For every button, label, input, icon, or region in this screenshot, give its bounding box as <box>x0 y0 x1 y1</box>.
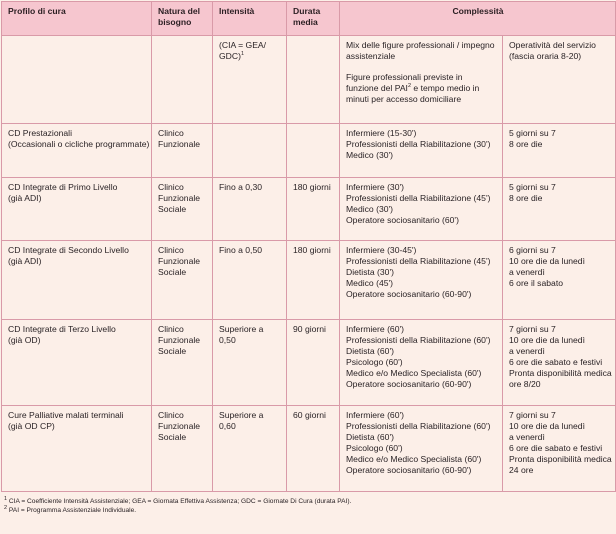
intensity-formula: (CIA = GEA/ GDC) <box>219 40 267 61</box>
operativity-line: Pronta disponibilità medica <box>509 454 612 464</box>
operativity-cell <box>503 320 616 406</box>
profile-cell <box>2 241 152 320</box>
footnote-text: PAI = Programma Assistenziale Individuale. <box>7 507 137 514</box>
professional-mix-cell <box>340 406 503 492</box>
duration-cell: 60 giorni <box>287 406 340 492</box>
profile-line: (già ADI) <box>8 193 42 203</box>
nature-line: Funzionale <box>158 139 201 149</box>
footnote-text: CIA = Coefficiente Intensità Assistenziale; GEA = Giornata Effettiva Assistenza; GDC = Giornate Di Cura (durata PAI). <box>7 498 352 505</box>
footnote <box>4 506 351 515</box>
professional-line: Dietista (60') <box>346 346 394 356</box>
subheader-nature-empty <box>152 36 213 124</box>
operativity-cell <box>503 124 616 178</box>
operativity-cell <box>503 241 616 320</box>
header-duration: Durata media <box>287 2 340 36</box>
table-row <box>2 241 616 320</box>
footnote-number: 1 <box>4 495 8 502</box>
operativity-line: 6 ore die sabato e festivi <box>509 443 603 453</box>
nature-line: Sociale <box>158 346 187 356</box>
nature-line: Sociale <box>158 267 187 277</box>
profile-line: CD Integrate di Primo Livello <box>8 182 118 192</box>
professional-line: Medico (30') <box>346 204 394 214</box>
footnote-number: 2 <box>4 504 8 511</box>
operativity-line: 7 giorni su 7 <box>509 410 556 420</box>
professional-line: Professionisti della Riabilitazione (60') <box>346 335 491 345</box>
professional-line: Professionisti della Riabilitazione (45') <box>346 193 491 203</box>
professional-line: Medico e/o Medico Specialista (60') <box>346 454 482 464</box>
intensity-cell <box>213 124 287 178</box>
profile-line: (già ADI) <box>8 256 42 266</box>
operativity-line: 8 ore die <box>509 193 543 203</box>
intensity-cell: Superiore a 0,60 <box>213 406 287 492</box>
profile-line: (Occasionali o cicliche programmate) <box>8 139 150 149</box>
care-profiles-table <box>1 1 616 492</box>
nature-line: Clinico <box>158 245 184 255</box>
profile-cell <box>2 406 152 492</box>
operativity-line: 10 ore die da lunedì <box>509 256 585 266</box>
professional-line: Dietista (30') <box>346 267 394 277</box>
profile-cell <box>2 124 152 178</box>
operativity-line: 5 giorni su 7 <box>509 182 556 192</box>
operativity-line: Pronta disponibilità medica <box>509 368 612 378</box>
operativity-cell <box>503 178 616 241</box>
operativity-line: 5 giorni su 7 <box>509 128 556 138</box>
intensity-cell: Fino a 0,50 <box>213 241 287 320</box>
nature-line: Clinico <box>158 128 184 138</box>
profile-line: CD Prestazionali <box>8 128 72 138</box>
header-nature: Natura del bisogno <box>152 2 213 36</box>
subheader-row <box>2 36 616 124</box>
operativity-line: 6 ore il sabato <box>509 278 563 288</box>
footnote <box>4 497 351 506</box>
nature-cell <box>152 178 213 241</box>
professional-line: Professionisti della Riabilitazione (45') <box>346 256 491 266</box>
subheader-operativity: Operatività del servizio (fascia oraria 8-20) <box>503 36 616 124</box>
operativity-line: a venerdì <box>509 267 545 277</box>
table-row <box>2 124 616 178</box>
nature-line: Funzionale <box>158 193 201 203</box>
header-profile: Profilo di cura <box>2 2 152 36</box>
operativity-cell <box>503 406 616 492</box>
professional-line: Psicologo (60') <box>346 357 403 367</box>
duration-cell: 90 giorni <box>287 320 340 406</box>
profile-line: CD Integrate di Terzo Livello <box>8 324 116 334</box>
duration-cell: 180 giorni <box>287 241 340 320</box>
table-row <box>2 320 616 406</box>
profile-line: (già OD) <box>8 335 41 345</box>
professional-line: Operatore sociosanitario (60-90') <box>346 289 472 299</box>
professional-line: Medico (30') <box>346 150 394 160</box>
duration-cell: 180 giorni <box>287 178 340 241</box>
footnote-ref-2: 2 <box>407 83 412 90</box>
professional-line: Psicologo (60') <box>346 443 403 453</box>
nature-line: Sociale <box>158 204 187 214</box>
subheader-mix <box>340 36 503 124</box>
nature-cell <box>152 241 213 320</box>
professional-line: Dietista (60') <box>346 432 394 442</box>
professional-mix-cell <box>340 124 503 178</box>
professional-line: Medico (45') <box>346 278 394 288</box>
professional-mix-cell <box>340 178 503 241</box>
header-intensity: Intensità <box>213 2 287 36</box>
nature-line: Funzionale <box>158 421 201 431</box>
operativity-line: 7 giorni su 7 <box>509 324 556 334</box>
professional-line: Operatore sociosanitario (60-90') <box>346 465 472 475</box>
profile-line: (già OD CP) <box>8 421 55 431</box>
nature-line: Funzionale <box>158 256 201 266</box>
table-body <box>2 124 616 492</box>
table-row <box>2 178 616 241</box>
profile-cell <box>2 178 152 241</box>
professional-mix-cell <box>340 241 503 320</box>
subheader-duration-empty <box>287 36 340 124</box>
professional-line: Infermiere (60') <box>346 410 404 420</box>
profile-line: CD Integrate di Secondo Livello <box>8 245 129 255</box>
professional-line: Medico e/o Medico Specialista (60') <box>346 368 482 378</box>
professional-line: Operatore sociosanitario (60-90') <box>346 379 472 389</box>
operativity-line: 6 giorni su 7 <box>509 245 556 255</box>
mix-detail-text: Figure professionali previste in funzione del PAI <box>346 72 463 93</box>
operativity-line: a venerdì <box>509 346 545 356</box>
duration-cell <box>287 124 340 178</box>
subheader-profile-empty <box>2 36 152 124</box>
nature-line: Sociale <box>158 432 187 442</box>
professional-line: Infermiere (15-30') <box>346 128 417 138</box>
professional-mix-cell <box>340 320 503 406</box>
operativity-line: 6 ore die sabato e festivi <box>509 357 603 367</box>
intensity-cell: Fino a 0,30 <box>213 178 287 241</box>
operativity-line: 10 ore die da lunedì <box>509 335 585 345</box>
professional-line: Professionisti della Riabilitazione (30') <box>346 139 491 149</box>
nature-cell <box>152 320 213 406</box>
professional-line: Operatore sociosanitario (60') <box>346 215 459 225</box>
professional-line: Professionisti della Riabilitazione (60') <box>346 421 491 431</box>
nature-line: Funzionale <box>158 335 201 345</box>
nature-line: Clinico <box>158 410 184 420</box>
operativity-line: a venerdì <box>509 432 545 442</box>
professional-line: Infermiere (60') <box>346 324 404 334</box>
operativity-line: 24 ore <box>509 465 534 475</box>
nature-line: Clinico <box>158 324 184 334</box>
profile-line: Cure Palliative malati terminali <box>8 410 124 420</box>
mix-detail-text-cont: e tempo medio in minuti per accesso domiciliare <box>346 83 480 104</box>
nature-cell <box>152 406 213 492</box>
operativity-line: ore 8/20 <box>509 379 541 389</box>
footnotes <box>4 497 351 515</box>
profile-cell <box>2 320 152 406</box>
header-complexity: Complessità <box>340 2 616 36</box>
footnote-ref-1: 1 <box>240 51 245 58</box>
header-row <box>2 2 616 36</box>
professional-line: Infermiere (30') <box>346 182 404 192</box>
nature-cell <box>152 124 213 178</box>
table-row <box>2 406 616 492</box>
operativity-line: 10 ore die da lunedì <box>509 421 585 431</box>
intensity-cell: Superiore a 0,50 <box>213 320 287 406</box>
mix-title: Mix delle figure professionali / impegno assistenziale <box>346 40 495 61</box>
nature-line: Clinico <box>158 182 184 192</box>
subheader-intensity <box>213 36 287 124</box>
operativity-line: 8 ore die <box>509 139 543 149</box>
professional-line: Infermiere (30-45') <box>346 245 417 255</box>
mix-detail <box>346 72 479 104</box>
